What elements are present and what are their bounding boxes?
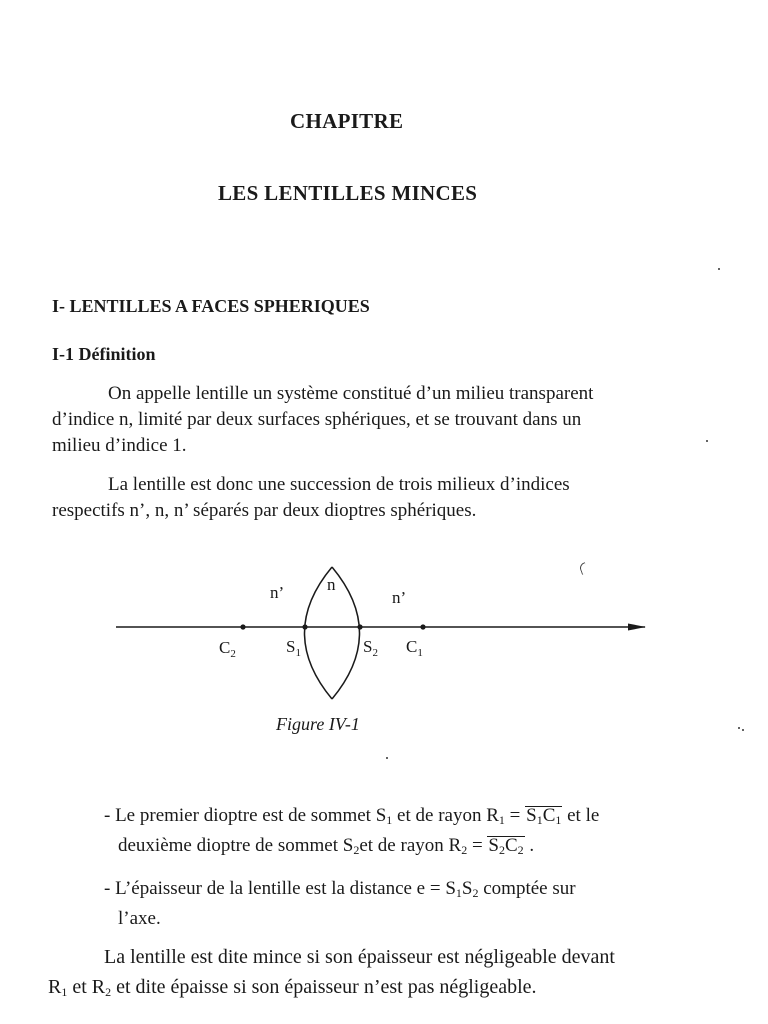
label-S2: $S_2$ xyxy=(363,637,378,659)
succession-paragraph xyxy=(52,472,698,524)
dioptre-right-face xyxy=(332,567,360,699)
label-n-right: n’ xyxy=(392,588,407,607)
bullet2-line1: - L’épaisseur de la lentille est la distance $e = S_1S_2$ comptée sur xyxy=(104,878,576,900)
label-C1: $C_1$ xyxy=(406,637,423,659)
definition-paragraph xyxy=(52,381,698,459)
p1-line2: d’indice n, limité par deux surfaces sphériques, et se trouvant dans un xyxy=(52,409,582,430)
bullet1-line1: - Le premier dioptre est de sommet $S_1$ et de rayon $R_1 = S_1C_1$ et le xyxy=(104,805,600,827)
closing-line2: $R_1$ et $R_2$ et dite épaisse si son épaisseur n’est pas négligeable. xyxy=(48,976,537,999)
p2-line2: respectifs n’, n, n’ séparés par deux dioptres sphériques. xyxy=(52,500,477,521)
closing-line1: La lentille est dite mince si son épaisseur est négligeable devant xyxy=(104,946,615,968)
figure-caption: Figure IV-1 xyxy=(276,714,360,734)
point-C2 xyxy=(240,624,245,629)
section-heading: I- LENTILLES A FACES SPHERIQUES xyxy=(52,296,370,316)
bullet1-line2: deuxième dioptre de sommet $S_2et$ de rayon $R_2 = S_2C_2$ . xyxy=(118,835,535,857)
label-n-left: n’ xyxy=(270,583,285,602)
point-S1 xyxy=(302,624,307,629)
label-S1: $S_1$ xyxy=(286,637,301,659)
vector-S2C2: $S_2C_2$ xyxy=(488,835,524,857)
p2-line1: La lentille est donc une succession de trois milieux d’indices xyxy=(108,474,570,495)
lens-figure xyxy=(0,540,768,740)
point-S2 xyxy=(357,624,362,629)
chapter-heading: CHAPITRE xyxy=(290,109,404,133)
label-C2: $C_2$ xyxy=(219,638,236,660)
p1-line1: On appelle lentille un système constitué d’un milieu transparent xyxy=(108,383,594,404)
chapter-title: LES LENTILLES MINCES xyxy=(218,181,478,205)
label-n-center: n xyxy=(327,575,336,594)
bullet-thickness xyxy=(104,874,702,934)
bullet-dioptres xyxy=(104,801,704,861)
scan-speck xyxy=(738,727,740,729)
p1-line3: milieu d’indice 1. xyxy=(52,435,187,456)
point-C1 xyxy=(420,624,425,629)
vector-S1C1: $S_1C_1$ xyxy=(526,805,562,827)
closing-paragraph xyxy=(48,942,704,1002)
scan-speck xyxy=(718,268,720,270)
subsection-heading: I-1 Définition xyxy=(52,344,156,364)
bullet2-line2: l’axe. xyxy=(118,908,161,929)
axis-arrow-icon xyxy=(628,624,646,631)
scan-speck xyxy=(742,729,744,731)
scan-speck xyxy=(386,757,388,759)
scan-speck xyxy=(706,440,708,442)
